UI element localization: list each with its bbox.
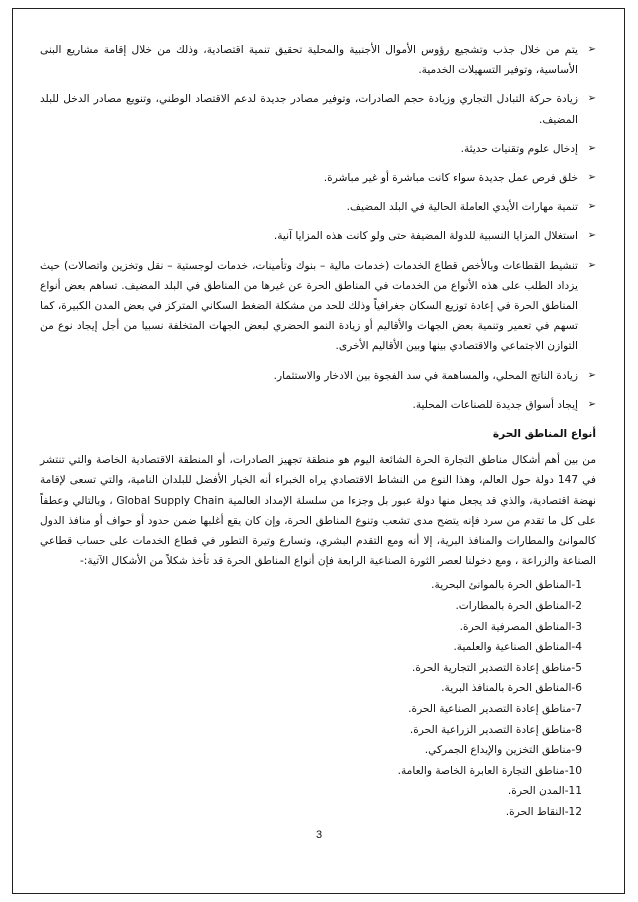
arrow-check-bullet-icon: ➢ (587, 93, 596, 105)
arrow-check-bullet-icon: ➢ (587, 201, 596, 213)
arrow-check-bullet-icon: ➢ (587, 398, 596, 410)
list-item-number: 3- (571, 620, 582, 633)
list-item (40, 761, 582, 782)
list-item (40, 617, 582, 638)
objectives-list (40, 40, 596, 415)
bullet-item (40, 40, 596, 80)
list-item-text: المناطق الحرة بالمنافذ البرية. (441, 682, 572, 695)
list-item-number: 6- (571, 682, 582, 695)
bullet-text: خلق فرص عمل جديدة سواء كانت مباشرة أو غير مباشرة. (323, 172, 578, 185)
list-item-text: المناطق المصرفية الحرة. (459, 620, 572, 633)
bullet-item (40, 366, 596, 386)
arrow-check-bullet-icon: ➢ (587, 172, 596, 184)
list-item-text: النقاط الحرة. (505, 806, 565, 818)
list-item-number: 2- (571, 600, 582, 613)
list-item (40, 699, 582, 720)
list-item (40, 596, 582, 617)
list-item-text: المناطق الحرة بالموانئ البحرية. (431, 579, 572, 592)
document-body (40, 40, 596, 823)
bullet-item (40, 226, 596, 246)
list-item (40, 637, 582, 658)
list-item-number: 8- (571, 723, 582, 736)
bullet-item (40, 139, 596, 159)
list-item-text: مناطق التجارة العابرة الخاصة والعامة. (397, 764, 565, 777)
list-item-text: المناطق الصناعية والعلمية. (453, 641, 572, 654)
list-item-number: 11- (564, 785, 582, 798)
bullet-text: زيادة حركة التبادل التجاري وزيادة حجم الصادرات، وتوفير مصادر جديدة لدعم الاقتصاد الوطني، وتنويع مصادر الدخل للبلد المضيف. (40, 93, 578, 126)
list-item-text: مناطق إعادة التصدير التجارية الحرة. (411, 661, 572, 674)
list-item-text: مناطق إعادة التصدير الزراعية الحرة. (409, 723, 572, 736)
bullet-item (40, 395, 596, 415)
list-item-number: 5- (571, 661, 582, 674)
bullet-text: تنمية مهارات الأيدي العاملة الحالية في البلد المضيف. (346, 201, 578, 214)
list-item-number: 4- (571, 641, 582, 654)
section-heading: أنواع المناطق الحرة (492, 428, 596, 441)
arrow-check-bullet-icon: ➢ (587, 259, 596, 271)
free-zone-types-list (40, 575, 596, 822)
page-number: 3 (315, 829, 323, 841)
arrow-check-bullet-icon: ➢ (587, 44, 596, 55)
body-paragraph: من بين أهم أشكال مناطق التجارة الحرة الشائعة اليوم هو منطقة تجهيز الصادرات، أو المنطقة الاقتصادية الخاصة والتي تنتشر في 147 دولة حول العالم، وهذا النوع من النشاط الاقتصادي يراه الخبراء أنه الخيار الأفضل للبلدان النامية، والتي تسعى لإقامة نهضة اقتصادية، والذي قد يجعل منها دولة عبور بل وجزءا من سلسلة الإمداد العالمية Global Supply Chain ، وبالتالي وعطفاً على كل ما تقدم من سرد فإنه يتضح مدى تشعب وتنوع المناطق الحرة، وإن كان يقع أغلبها ضمن حدود أو حواف أو منافذ الدول كالموانئ والمطارات والمنافذ البرية، إلا أنه ومع التقدم البشري، وتسارع وتيرة التطور في قطاع الخدمات على حساب قطاعي الصناعة والزراعة ، ومع دخولنا لعصر الثورة الصناعية الرابعة فإن أنواع المناطق الحرة قد تأخذ شكلاً من الأشكال الآتية:- (40, 454, 597, 568)
list-item-text: المدن الحرة. (507, 785, 565, 798)
list-item (40, 658, 582, 679)
bullet-text: إيجاد أسواق جديدة للصناعات المحلية. (412, 398, 578, 411)
list-item (40, 740, 582, 761)
bullet-text: تنشيط القطاعات وبالأخص قطاع الخدمات (خدمات مالية – بنوك وتأمينات، خدمات لوجستية – نقل وتخزين واتصالات) حيث يزداد الطلب على هذه الأنواع من الخدمات في المناطق الحرة عن غيرها من المناطق في البلد المضيف. تساهم بعض أنواع المناطق الحرة في إعادة توزيع السكان جغرافياً وذلك للحد من مشكلة الضغط السكاني المتركز في بعض المدن الكبيرة، كما تسهم في تعمير وتنمية بعض الجهات والأقاليم أو زيادة النمو الحضري لبعض الجهات المتخلفة نسبيا من أجل إيجاد نوع من التوازن الاجتماعي والاقتصادي بينها وبين الأقاليم الأخرى. (40, 259, 578, 353)
list-item-number: 1- (571, 579, 582, 592)
bullet-text: إدخال علوم وتقنيات حديثة. (460, 142, 578, 155)
list-item (40, 720, 582, 741)
arrow-check-bullet-icon: ➢ (587, 369, 596, 381)
arrow-check-bullet-icon: ➢ (587, 230, 596, 242)
bullet-item (40, 89, 596, 129)
list-item-text: المناطق الحرة بالمطارات. (455, 600, 572, 613)
bullet-text: زيادة الناتج المحلي، والمساهمة في سد الفجوة بين الادخار والاستثمار. (273, 369, 578, 382)
bullet-item (40, 168, 596, 188)
list-item-number: 9- (571, 744, 582, 757)
list-item (40, 781, 582, 802)
bullet-item (40, 256, 596, 357)
list-item-number: 12- (564, 806, 582, 818)
list-item-number: 7- (571, 703, 582, 716)
list-item (40, 802, 582, 823)
bullet-text: استغلال المزايا النسبية للدولة المضيفة حتى ولو كانت هذه المزايا آنية. (273, 230, 578, 243)
list-item (40, 575, 582, 596)
list-item-number: 10- (564, 764, 582, 777)
arrow-check-bullet-icon: ➢ (587, 142, 596, 154)
bullet-item (40, 197, 596, 217)
list-item (40, 678, 582, 699)
list-item-text: مناطق إعادة التصدير الصناعية الحرة. (408, 703, 572, 716)
list-item-text: مناطق التخزين والإيداع الجمركي. (424, 744, 572, 757)
bullet-text: يتم من خلال جذب وتشجيع رؤوس الأموال الأجنبية والمحلية تحقيق تنمية اقتصادية، وذلك من خلال إقامة مشاريع البنى الأساسية، وتوفير التسهيلات الخدمية. (40, 44, 578, 77)
